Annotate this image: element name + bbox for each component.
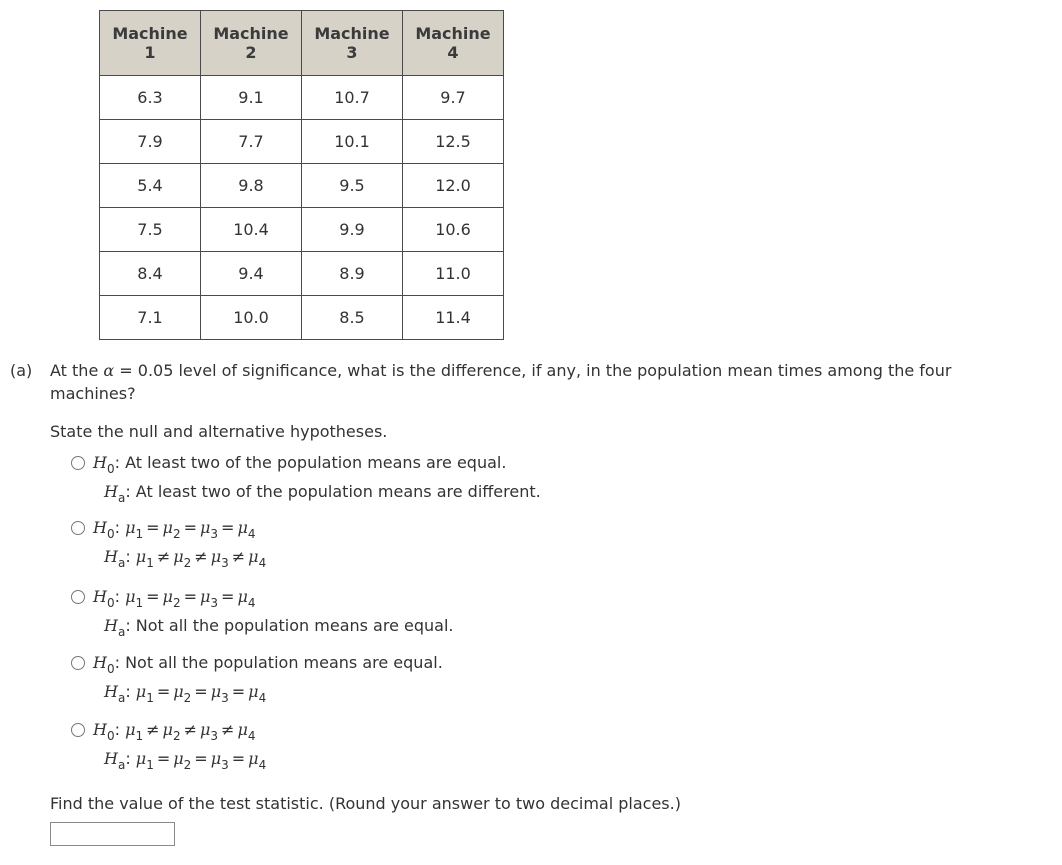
table-cell: 7.1 — [100, 296, 201, 340]
radio-button-option-1[interactable] — [71, 456, 85, 470]
hypotheses-prompt: State the null and alternative hypotheses. — [50, 422, 388, 441]
table-cell: 10.1 — [302, 120, 403, 164]
table-header-row — [100, 11, 504, 76]
option-line-null: $H_0$: $\mu_1 = \mu_2 = \mu_3 = \mu_4$ — [71, 583, 454, 612]
header-machine-1: Machine 1 — [100, 11, 201, 76]
hypothesis-option-3[interactable] — [71, 583, 454, 641]
table-row — [100, 164, 504, 208]
table-row — [100, 252, 504, 296]
table-cell: 9.9 — [302, 208, 403, 252]
table-cell: 9.8 — [201, 164, 302, 208]
table-cell: 9.1 — [201, 76, 302, 120]
machine-times-table — [99, 10, 504, 340]
table-cell: 8.9 — [302, 252, 403, 296]
hypothesis-option-1[interactable] — [71, 449, 541, 507]
table-cell: 12.0 — [403, 164, 504, 208]
test-statistic-prompt: Find the value of the test statistic. (Round your answer to two decimal places.) — [50, 794, 681, 813]
option-line-null: $H_0$: At least two of the population means are equal. — [71, 449, 541, 478]
table-cell: 5.4 — [100, 164, 201, 208]
table-cell: 10.7 — [302, 76, 403, 120]
table-cell: 10.0 — [201, 296, 302, 340]
table-cell: 9.4 — [201, 252, 302, 296]
alpha-symbol: α — [103, 361, 115, 380]
hypothesis-option-2[interactable] — [71, 514, 266, 572]
option-line-null: $H_0$: $\mu_1 \ne \mu_2 \ne \mu_3 \ne \mu_4$ — [71, 716, 266, 745]
table-cell: 11.0 — [403, 252, 504, 296]
hypothesis-option-4[interactable] — [71, 649, 443, 707]
option-line-null: $H_0$: Not all the population means are equal. — [71, 649, 443, 678]
option-line-alt: $H_a$: $\mu_1 = \mu_2 = \mu_3 = \mu_4$ — [104, 682, 267, 705]
option-line-alt: $H_a$: $\mu_1 \ne \mu_2 \ne \mu_3 \ne \mu_4$ — [104, 547, 267, 570]
table-row — [100, 296, 504, 340]
header-machine-3: Machine 3 — [302, 11, 403, 76]
table-cell: 6.3 — [100, 76, 201, 120]
question-text: At the α = 0.05 level of significance, what is the difference, if any, in the population mean times among the four machines? — [50, 361, 952, 403]
table-cell: 7.9 — [100, 120, 201, 164]
table-cell: 8.4 — [100, 252, 201, 296]
option-line-null: $H_0$: $\mu_1 = \mu_2 = \mu_3 = \mu_4$ — [71, 514, 266, 543]
option-line-alt: $H_a$: Not all the population means are equal. — [104, 616, 454, 639]
option-line-alt: $H_a$: At least two of the population means are different. — [104, 482, 541, 505]
table-cell: 7.7 — [201, 120, 302, 164]
table-cell: 9.7 — [403, 76, 504, 120]
table-cell: 11.4 — [403, 296, 504, 340]
header-machine-2: Machine 2 — [201, 11, 302, 76]
table-cell: 10.4 — [201, 208, 302, 252]
option-line-alt: $H_a$: $\mu_1 = \mu_2 = \mu_3 = \mu_4$ — [104, 749, 267, 772]
table-row — [100, 76, 504, 120]
question-label: (a) — [10, 361, 33, 380]
table-cell: 8.5 — [302, 296, 403, 340]
header-machine-4: Machine 4 — [403, 11, 504, 76]
table-row — [100, 120, 504, 164]
radio-button-option-3[interactable] — [71, 590, 85, 604]
table-cell: 12.5 — [403, 120, 504, 164]
hypothesis-option-5[interactable] — [71, 716, 266, 774]
radio-button-option-2[interactable] — [71, 521, 85, 535]
radio-button-option-4[interactable] — [71, 656, 85, 670]
table-row — [100, 208, 504, 252]
radio-button-option-5[interactable] — [71, 723, 85, 737]
table-cell: 10.6 — [403, 208, 504, 252]
table-cell: 9.5 — [302, 164, 403, 208]
test-statistic-input[interactable] — [50, 822, 175, 846]
table-cell: 7.5 — [100, 208, 201, 252]
